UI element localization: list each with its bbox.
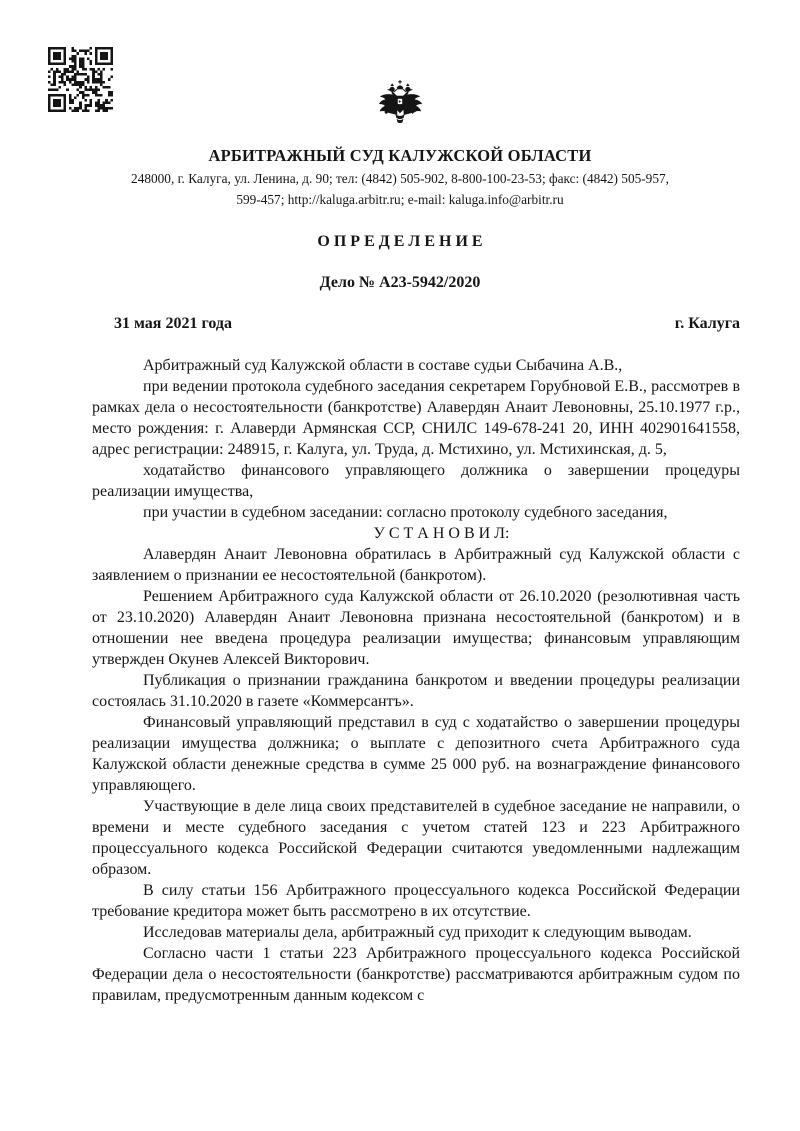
document-type-heading: О П Р Е Д Е Л Е Н И Е: [317, 233, 483, 250]
resolution-heading: У С Т А Н О В И Л:: [373, 525, 510, 542]
intro-paragraph: Арбитражный суд Калужской области в составе судьи Сыбачина А.В.,: [143, 357, 623, 374]
document-city: г. Калуга: [674, 315, 740, 332]
date-and-city-row: [92, 315, 740, 332]
court-address: [0, 169, 800, 210]
body-paragraph: Публикация о признании гражданина банкротом и введении процедуры реализации состоялась 31.10.2020 в газете «Коммерсантъ».: [92, 672, 740, 710]
intro-paragraph: ходатайство финансового управляющего должника о завершении процедуры реализации имущества,: [92, 462, 740, 500]
court-name: АРБИТРАЖНЫЙ СУД КАЛУЖСКОЙ ОБЛАСТИ: [208, 146, 592, 165]
body-paragraph: Исследовав материалы дела, арбитражный суд приходит к следующим выводам.: [143, 924, 692, 941]
body-paragraph: Решением Арбитражного суда Калужской области от 26.10.2020 (резолютивная часть от 23.10.2020) Алавердян Анаит Левоновна признана несостоятельной (банкротом) и в отношении нее введена процедура реализации имущества; финансовым управляющим утвержден Окунев Алексей Викторович.: [92, 588, 740, 668]
document-header: [0, 0, 800, 291]
russia-coat-of-arms-icon: [377, 76, 423, 132]
body-paragraph: Согласно части 1 статьи 223 Арбитражного процессуального кодекса Российской Федерации дела о несостоятельности (банкротстве) рассматриваются арбитражным судом по правилам, предусмотренным данным кодексом с: [92, 945, 740, 1004]
intro-paragraph: при участии в судебном заседании: согласно протоколу судебного заседания,: [143, 504, 668, 521]
court-address-line-1: 248000, г. Калуга, ул. Ленина, д. 90; тел: (4842) 505-902, 8-800-100-23-53; факс: (4842) 505-957,: [131, 171, 669, 186]
court-address-line-2: 599-457; http://kaluga.arbitr.ru; e-mail: kaluga.info@arbitr.ru: [236, 191, 564, 207]
document-body: [92, 355, 740, 1006]
document-date: 31 мая 2021 года: [114, 315, 232, 332]
case-number: Дело № А23-5942/2020: [319, 274, 481, 291]
body-paragraph: Алавердян Анаит Левоновна обратилась в Арбитражный суд Калужской области с заявлением о признании ее несостоятельной (банкротом).: [92, 546, 740, 584]
qr-code-icon: [48, 47, 113, 112]
intro-paragraph: при ведении протокола судебного заседания секретарем Горубновой Е.В., рассмотрев в рамках дела о несостоятельности (банкротстве) Алавердян Анаит Левоновны, 25.10.1977 г.р., место рождения: г. Алаверди Армянская ССР, СНИЛС 149-678-241 20, ИНН 402901641558, адрес регистрации: 248915, г. Калуга, ул. Труда, д. Мстихино, ул. Мстихинская, д. 5,: [92, 378, 740, 458]
body-paragraph: В силу статьи 156 Арбитражного процессуального кодекса Российской Федерации требование кредитора может быть рассмотрено в их отсутствие.: [92, 882, 740, 920]
body-paragraph: Финансовый управляющий представил в суд с ходатайство о завершении процедуры реализации имущества должника; о выплате с депозитного счета Арбитражного суда Калужской области денежные средства в сумме 25 000 руб. на вознаграждение финансового управляющего.: [92, 714, 740, 794]
body-paragraph: Участвующие в деле лица своих представителей в судебное заседание не направили, о времени и месте судебного заседания с учетом статей 123 и 223 Арбитражного процессуального кодекса Российской Федерации считаются уведомленными надлежащим образом.: [92, 798, 740, 878]
